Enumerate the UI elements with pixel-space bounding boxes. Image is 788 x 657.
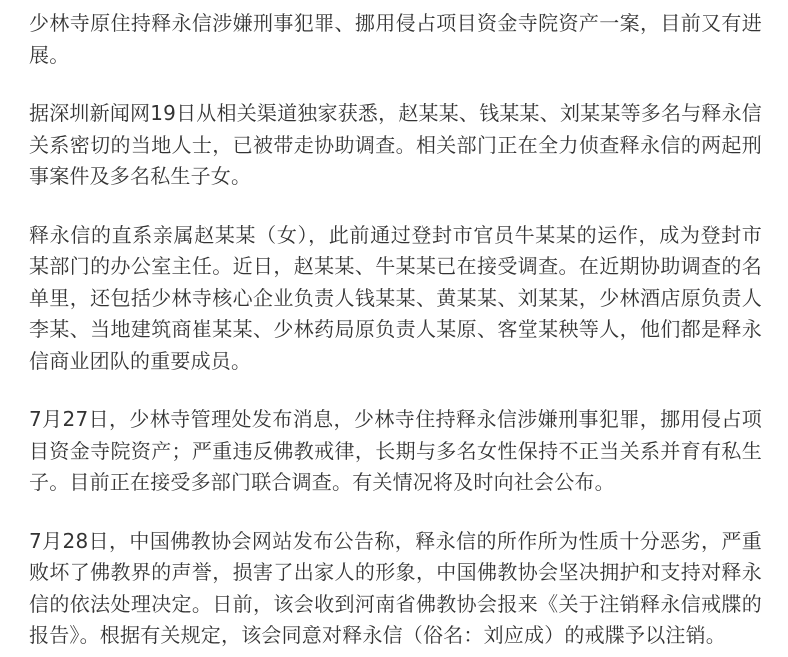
paragraph-investigation: 据深圳新闻网19日从相关渠道独家获悉，赵某某、钱某某、刘某某等多名与释永信关系密切的当地人士，已被带走协助调查。相关部门正在全力侦查释永信的两起刑事案件及多名私生子女。 [29, 101, 762, 188]
paragraph-intro: 少林寺原住持释永信涉嫌刑事犯罪、挪用侵占项目资金寺院资产一案，目前又有进展。 [29, 11, 762, 67]
paragraph-relatives: 释永信的直系亲属赵某某（女），此前通过登封市官员牛某某的运作，成为登封市某部门的办公室主任。近日，赵某某、牛某某已在接受调查。在近期协助调查的名单里，还包括少林寺核心企业负责人钱某某、黄某某、刘某某，少林酒店原负责人李某、当地建筑商崔某某、少林药局原负责人某原、客堂某秧等人，他们都是释永信商业团队的重要成员。 [29, 222, 762, 373]
paragraph-july-28: 7月28日，中国佛教协会网站发布公告称，释永信的所作所为性质十分恶劣，严重败坏了佛教界的声誉，损害了出家人的形象，中国佛教协会坚决拥护和支持对释永信的依法处理决定。日前，该会收到河南省佛教协会报来《关于注销释永信戒牒的报告》。根据有关规定，该会同意对释永信（俗名：刘应成）的戒牒予以注销。 [29, 528, 762, 647]
paragraph-july-27: 7月27日，少林寺管理处发布消息，少林寺住持释永信涉嫌刑事犯罪，挪用侵占项目资金寺院资产；严重违反佛教戒律，长期与多名女性保持不正当关系并育有私生子。目前正在接受多部门联合调查。有关情况将及时向社会公布。 [29, 407, 762, 494]
